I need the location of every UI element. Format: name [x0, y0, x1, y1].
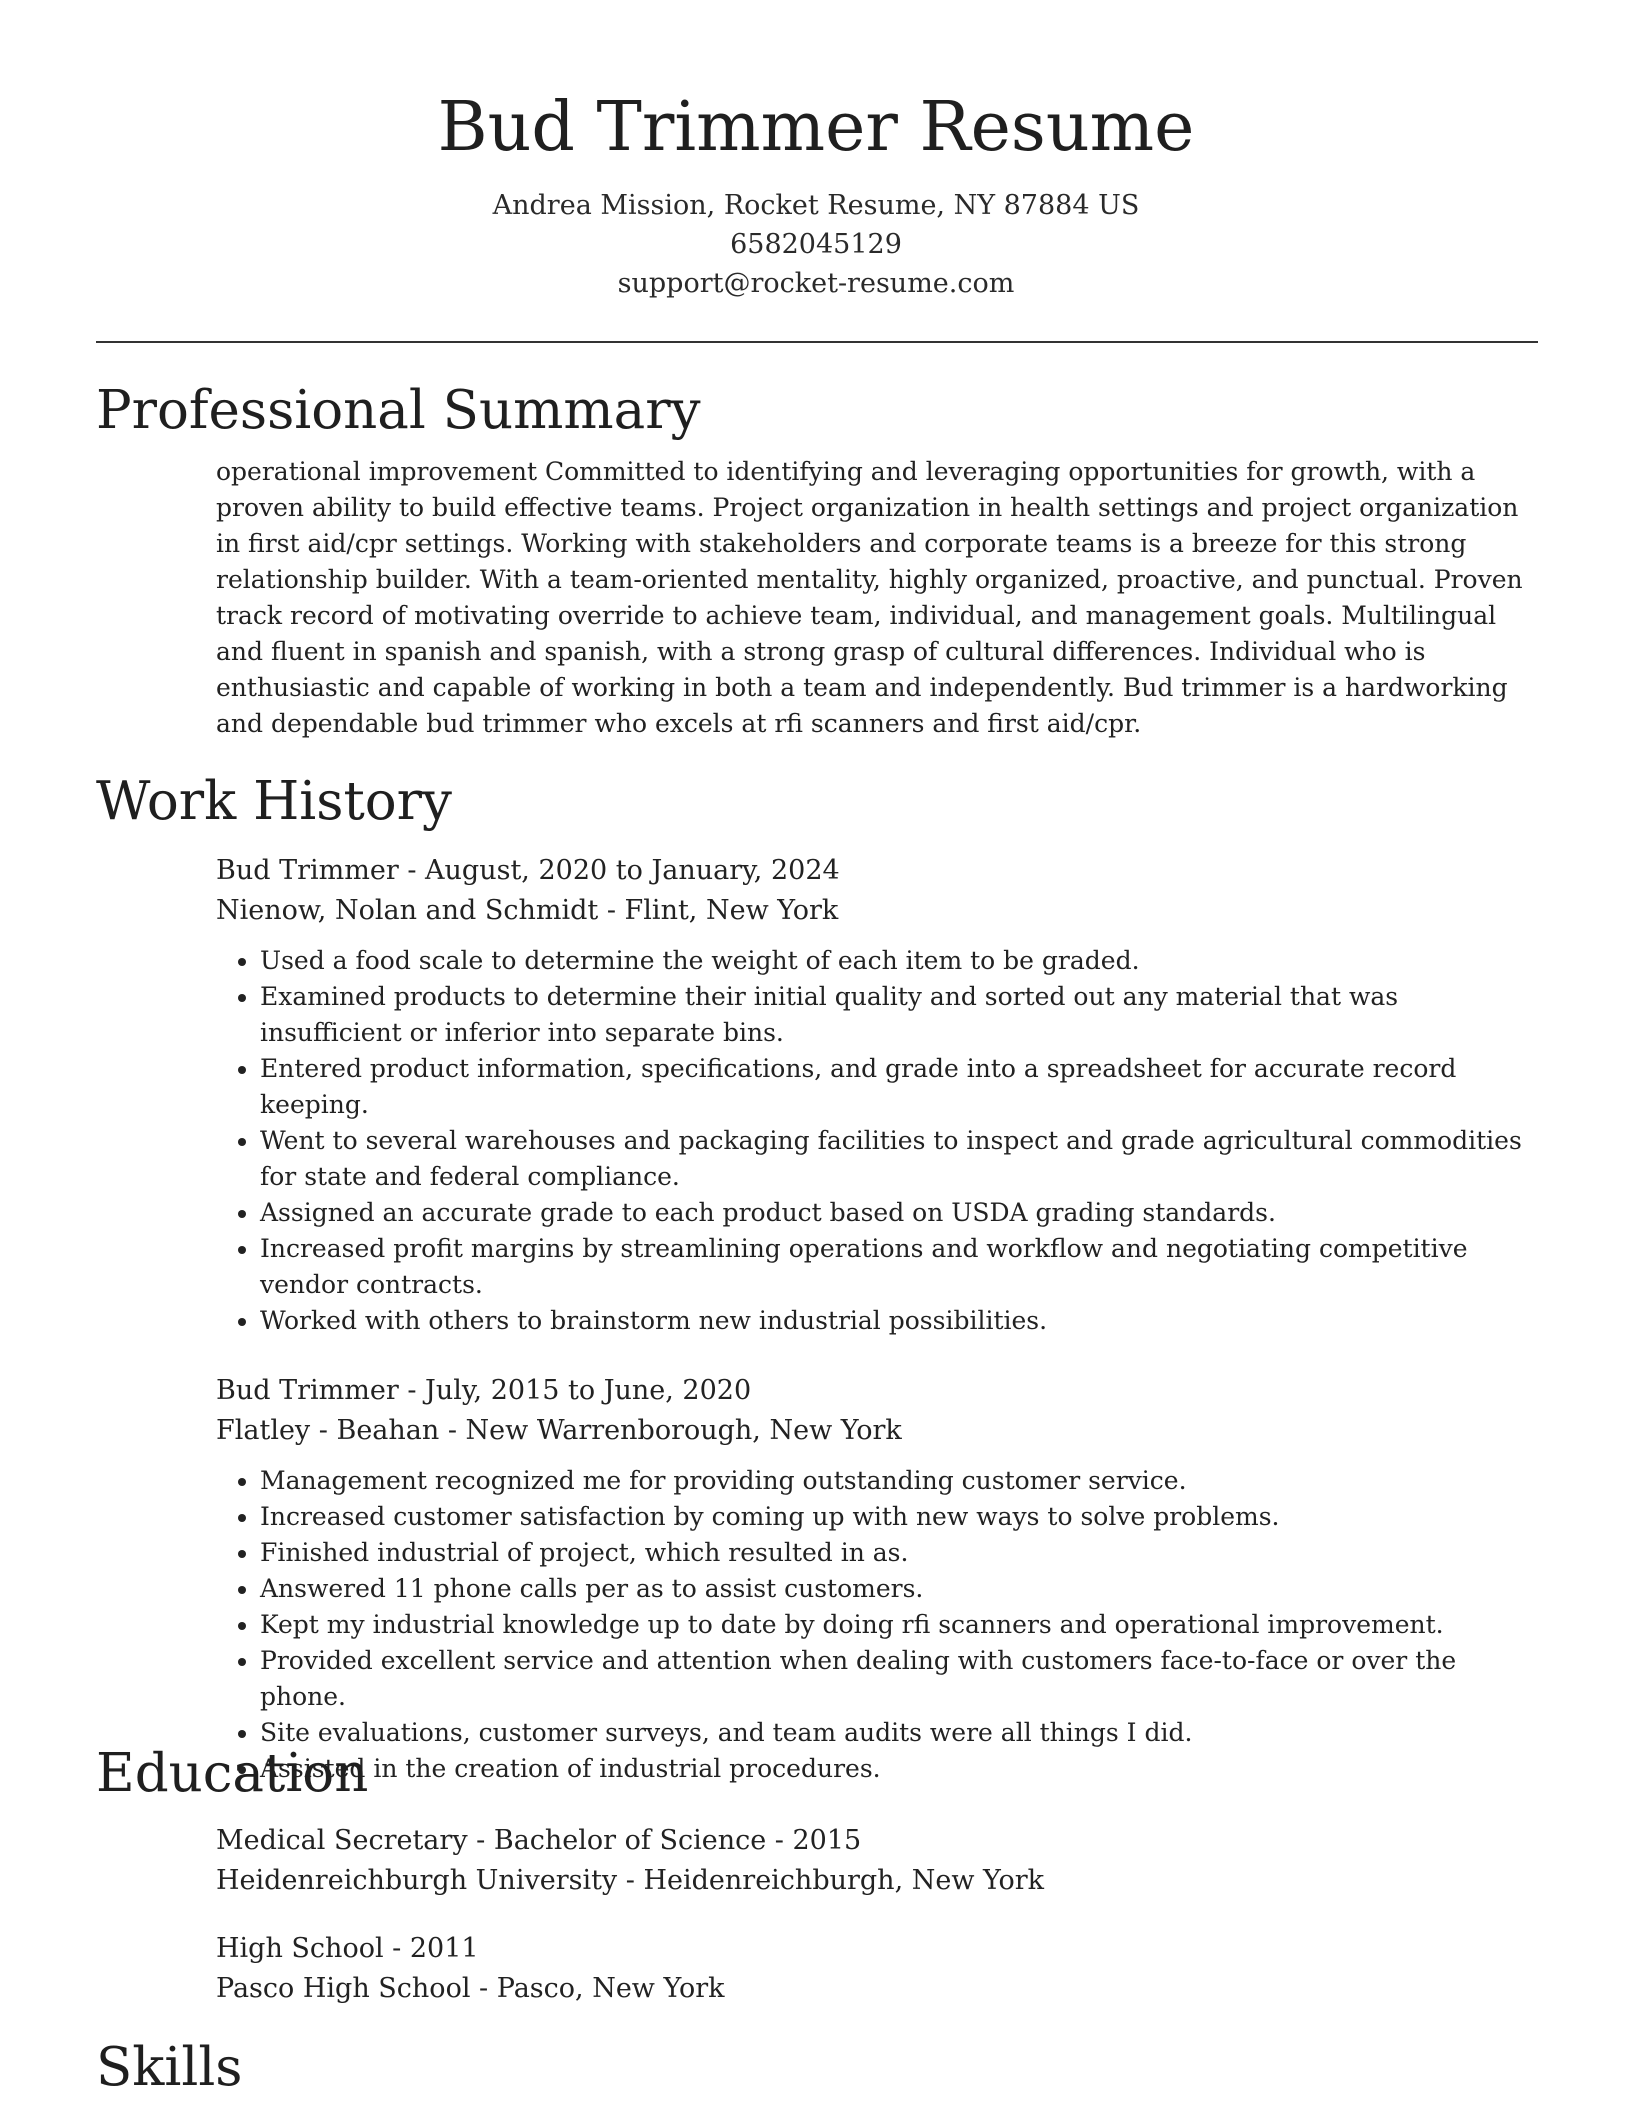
skills-heading: Skills	[96, 2037, 243, 2098]
job-bullet: • Used a food scale to determine the weight of each item to be graded.	[260, 943, 1538, 979]
education-entry	[216, 1929, 1538, 2009]
job-entry	[216, 851, 1538, 1339]
education-degree-line: Medical Secretary - Bachelor of Science - 2015	[216, 1825, 862, 1856]
job-bullet: • Increased profit margins by streamlining operations and workflow and negotiating competitive vendor contracts.	[260, 1231, 1538, 1303]
education-school-line: Pasco High School - Pasco, New York	[216, 1973, 725, 2004]
job-bullet: • Provided excellent service and attention when dealing with customers face-to-face or over the phone.	[260, 1643, 1538, 1715]
summary-section	[96, 376, 1538, 742]
summary-body	[216, 454, 1538, 742]
work-history-heading: Work History	[96, 771, 452, 832]
job-bullet: • Went to several warehouses and packaging facilities to inspect and grade agricultural commodities for state and federal compliance.	[260, 1123, 1538, 1195]
contact-email: support@rocket-resume.com	[617, 268, 1015, 299]
education-degree-line: High School - 2011	[216, 1933, 479, 1964]
header-divider	[96, 341, 1538, 343]
resume-header	[0, 78, 1632, 303]
education-school-line: Heidenreichburgh University - Heidenreichburgh, New York	[216, 1865, 1045, 1896]
job-title-line: Bud Trimmer - August, 2020 to January, 2024	[216, 855, 840, 886]
job-company-line: Nienow, Nolan and Schmidt - Flint, New York	[216, 895, 839, 926]
job-bullet: • Management recognized me for providing outstanding customer service.	[260, 1463, 1538, 1499]
job-bullet: • Site evaluations, customer surveys, and team audits were all things I did.	[260, 1715, 1538, 1751]
job-entry	[216, 1371, 1538, 1787]
education-body	[216, 1821, 1538, 2009]
job-bullet: • Finished industrial of project, which resulted in as.	[260, 1535, 1538, 1571]
job-bullet: • Assisted in the creation of industrial procedures.	[260, 1751, 1538, 1787]
job-bullet: • Kept my industrial knowledge up to date by doing rfi scanners and operational improvement.	[260, 1607, 1538, 1643]
job-bullet: • Worked with others to brainstorm new industrial possibilities.	[260, 1303, 1538, 1339]
contact-phone: 6582045129	[730, 229, 902, 260]
summary-heading: Professional Summary	[96, 380, 701, 441]
job-bullet: • Answered 11 phone calls per as to assist customers.	[260, 1571, 1538, 1607]
resume-title: Bud Trimmer Resume	[437, 88, 1195, 167]
job-bullet: • Increased customer satisfaction by coming up with new ways to solve problems.	[260, 1499, 1538, 1535]
job-bullet: • Examined products to determine their initial quality and sorted out any material that was insufficient or inferior into separate bins.	[260, 979, 1538, 1051]
skills-section	[96, 2033, 1538, 2103]
education-section	[96, 1739, 1538, 2037]
job-bullet: • Entered product information, specifications, and grade into a spreadsheet for accurate record keeping.	[260, 1051, 1538, 1123]
work-history-body	[216, 851, 1538, 1787]
education-heading: Education	[96, 1743, 369, 1804]
education-entry	[216, 1821, 1538, 1901]
contact-address: Andrea Mission, Rocket Resume, NY 87884 US	[492, 190, 1140, 221]
work-history-section	[96, 767, 1538, 1815]
job-company-line: Flatley - Beahan - New Warrenborough, New York	[216, 1415, 902, 1446]
summary-text: operational improvement Committed to identifying and leveraging opportunities for growth, with a proven ability to build effective teams. Project organization in health settings and project organization in first aid/cpr settings. Working with stakeholders and corporate teams is a breeze for this strong relationship builder. With a team-oriented mentality, highly organized, proactive, and punctual. Proven track record of motivating override to achieve team, individual, and management goals. Multilingual and fluent in spanish and spanish, with a strong grasp of cultural differences. Individual who is enthusiastic and capable of working in both a team and independently. Bud trimmer is a hardworking and dependable bud trimmer who excels at rfi scanners and first aid/cpr.	[216, 457, 1523, 738]
job-bullets	[216, 943, 1538, 1339]
job-bullet: • Assigned an accurate grade to each product based on USDA grading standards.	[260, 1195, 1538, 1231]
job-title-line: Bud Trimmer - July, 2015 to June, 2020	[216, 1375, 752, 1406]
